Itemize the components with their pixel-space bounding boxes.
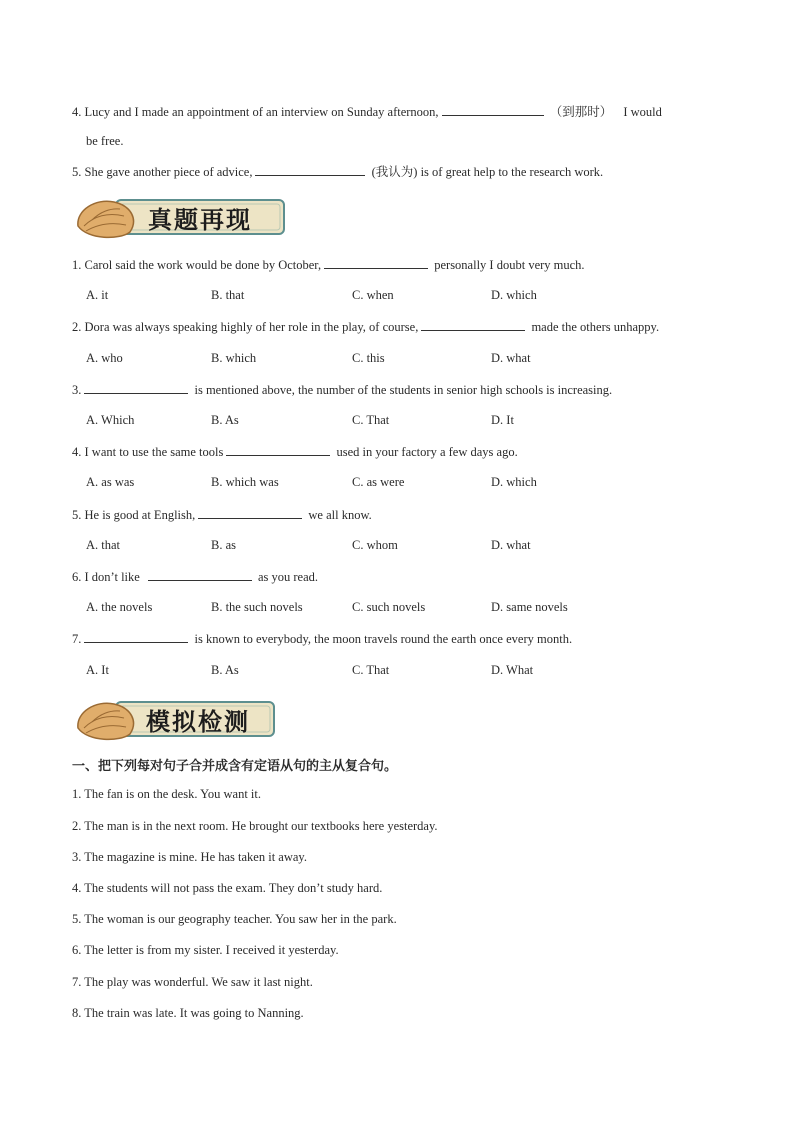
option-b[interactable]: B. As (211, 663, 239, 677)
answer-blank[interactable] (148, 568, 252, 581)
option-b[interactable]: B. which was (211, 475, 279, 489)
option-d[interactable]: D. which (491, 288, 537, 302)
mc-question-1: 1. Carol said the work would be done by October, personally I doubt very much. (72, 258, 585, 272)
option-a[interactable]: A. It (86, 663, 109, 677)
option-a[interactable]: A. who (86, 351, 123, 365)
option-a[interactable]: A. the novels (86, 600, 153, 614)
option-d[interactable]: D. what (491, 351, 531, 365)
option-c[interactable]: C. That (352, 413, 390, 427)
option-d[interactable]: D. What (491, 663, 534, 677)
option-b[interactable]: B. that (211, 288, 245, 302)
option-b[interactable]: B. as (211, 538, 236, 552)
option-b[interactable]: B. which (211, 351, 257, 365)
answer-blank[interactable] (84, 381, 188, 394)
part-heading: 一、把下列每对句子合并成含有定语从句的主从复合句。 (72, 759, 398, 774)
option-d[interactable]: D. It (491, 413, 514, 427)
mc-question-7: 7. is known to everybody, the moon travels round the earth once every month. (72, 632, 573, 646)
mc-question-3: 3. is mentioned above, the number of the students in senior high schools is increasing. (72, 383, 613, 397)
option-d[interactable]: D. what (491, 538, 531, 552)
mc-options-1 (86, 287, 726, 303)
mc-options-7 (86, 662, 726, 678)
mc-question-5: 5. He is good at English, we all know. (72, 508, 372, 522)
option-c[interactable]: C. this (352, 351, 385, 365)
option-c[interactable]: C. whom (352, 538, 398, 552)
sentence-item: 5. The woman is our geography teacher. You saw her in the park. (72, 912, 397, 926)
answer-blank[interactable] (226, 443, 330, 456)
section-title: 真题再现 (148, 205, 252, 234)
option-c[interactable]: C. That (352, 663, 390, 677)
option-b[interactable]: B. As (211, 413, 239, 427)
mc-options-5 (86, 537, 726, 553)
sentence-item: 2. The man is in the next room. He brought our textbooks here yesterday. (72, 819, 438, 833)
option-a[interactable]: A. it (86, 288, 109, 302)
section-banner-moni (72, 692, 278, 744)
answer-blank[interactable] (442, 103, 544, 116)
option-c[interactable]: C. when (352, 288, 394, 302)
answer-blank[interactable] (84, 630, 188, 643)
option-d[interactable]: D. same novels (491, 600, 568, 614)
sentence-item: 3. The magazine is mine. He has taken it away. (72, 850, 307, 864)
mc-question-2: 2. Dora was always speaking highly of her role in the play, of course, made the others unhappy. (72, 320, 660, 334)
sentence-item: 8. The train was late. It was going to Nanning. (72, 1006, 304, 1020)
fill-question-4: 4. Lucy and I made an appointment of an interview on Sunday afternoon, （到那时） I would (72, 105, 662, 119)
shell-icon (78, 703, 134, 739)
section-title: 模拟检测 (146, 707, 250, 736)
option-a[interactable]: A. that (86, 538, 121, 552)
mc-options-6 (86, 599, 726, 615)
shell-icon (78, 201, 134, 237)
mc-options-2 (86, 350, 726, 366)
sentence-item: 6. The letter is from my sister. I received it yesterday. (72, 943, 339, 957)
option-a[interactable]: A. Which (86, 413, 135, 427)
section-banner-zhenti (72, 190, 288, 242)
option-a[interactable]: A. as was (86, 475, 135, 489)
option-c[interactable]: C. as were (352, 475, 405, 489)
answer-blank[interactable] (324, 256, 428, 269)
mc-options-4 (86, 474, 726, 490)
sentence-item: 7. The play was wonderful. We saw it last night. (72, 975, 313, 989)
answer-blank[interactable] (421, 318, 525, 331)
mc-options-3 (86, 412, 726, 428)
fill-question-5: 5. She gave another piece of advice, (我认为) is of great help to the research work. (72, 165, 604, 179)
answer-blank[interactable] (198, 506, 302, 519)
sentence-item: 4. The students will not pass the exam. They don’t study hard. (72, 881, 383, 895)
option-b[interactable]: B. the such novels (211, 600, 303, 614)
mc-question-6: 6. I don’t like as you read. (72, 570, 318, 584)
answer-blank[interactable] (255, 163, 365, 176)
fill-question-4-cont: be free. (86, 134, 124, 148)
sentence-item: 1. The fan is on the desk. You want it. (72, 787, 261, 801)
option-c[interactable]: C. such novels (352, 600, 426, 614)
option-d[interactable]: D. which (491, 475, 537, 489)
mc-question-4: 4. I want to use the same tools used in your factory a few days ago. (72, 445, 518, 459)
